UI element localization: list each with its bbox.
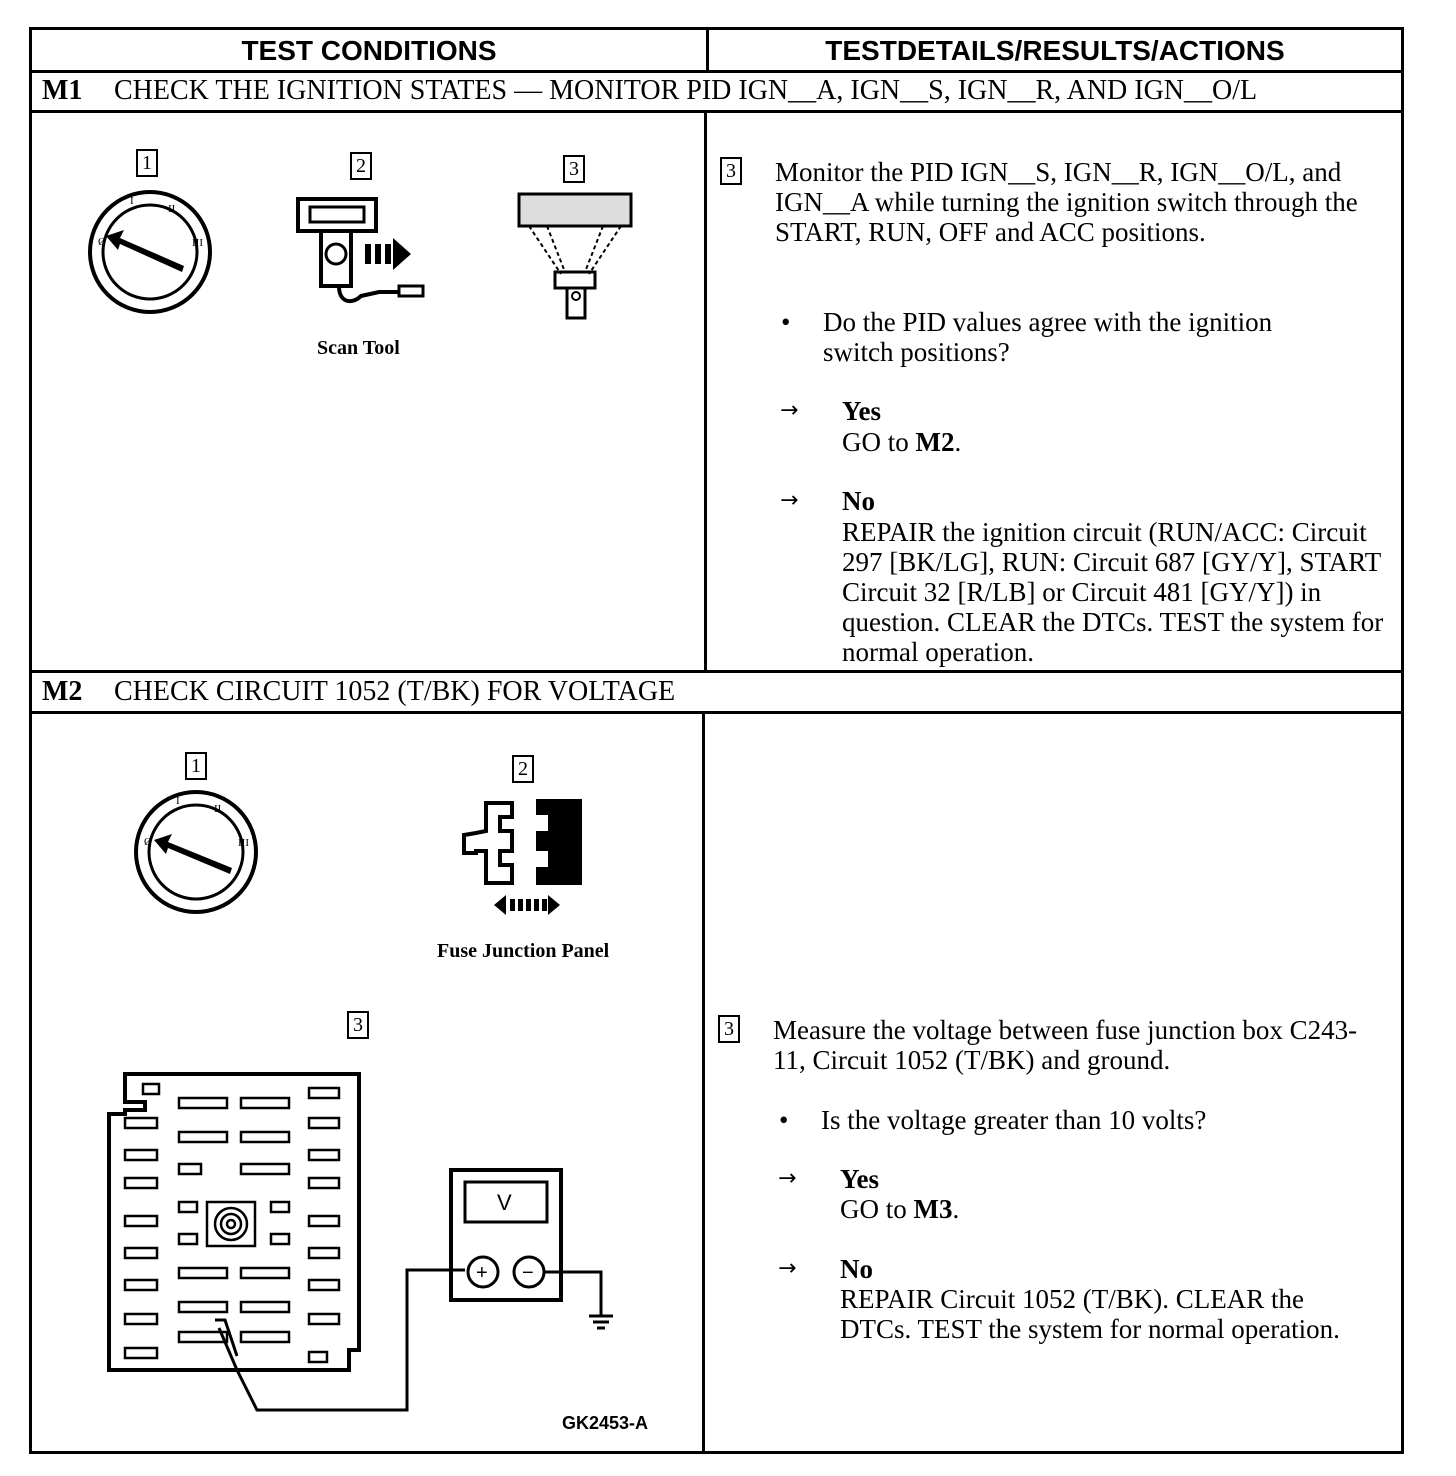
m2-yes-arrow-icon: → [778,1166,797,1191]
m2-no-arrow-icon: → [778,1256,797,1281]
voltmeter-plus-icon: + [476,1262,488,1284]
m2-connector-disconnect-icon [458,795,588,920]
m2-fuse-panel-voltmeter-diagram [105,1070,625,1420]
m2-action-step-box: 3 [718,1015,740,1043]
m1-yes-action-prefix: GO to [842,427,916,457]
m1-switch-mark-0: Ø [98,236,106,248]
m2-step-2-box: 2 [512,755,534,783]
m2-title: CHECK CIRCUIT 1052 (T/BK) FOR VOLTAGE [114,676,676,707]
m1-title: CHECK THE IGNITION STATES — MONITOR PID IGN__A, IGN__S, IGN__R, AND IGN__O/L [114,75,1258,106]
m2-no-action: REPAIR Circuit 1052 (T/BK). CLEAR the DTCs. TEST the system for normal operation. [840,1284,1340,1344]
m1-id: M1 [42,75,83,106]
m1-section-title [42,71,1257,111]
m2-switch-mark-0: Ø [144,836,152,848]
m2-instruction: Measure the voltage between fuse junction box C243-11, Circuit 1052 (T/BK) and ground. [773,1015,1358,1075]
column-divider-m1 [704,110,707,672]
m2-figure-id: GK2453-A [562,1413,649,1433]
m2-section-title [42,672,675,712]
m2-bullet: • [779,1105,789,1135]
m2-ignition-switch-icon [134,790,259,915]
m1-instruction: Monitor the PID IGN__S, IGN__R, IGN__O/L, and IGN__A while turning the ignition switch through the START, RUN, OFF and ACC positions. [775,157,1358,247]
m1-step-1-box: 1 [136,149,158,177]
m2-switch-mark-1: I [176,795,180,807]
m2-yes-action: GO to M3. [840,1194,960,1224]
m1-yes-arrow-icon: → [780,398,799,423]
voltmeter-display-v: V [497,1190,512,1215]
m2-yes-label: Yes [840,1164,879,1194]
m1-switch-mark-1: I [130,195,134,207]
m1-step-2-box: 2 [350,152,372,180]
m2-question: Is the voltage greater than 10 volts? [821,1105,1207,1135]
m2-step-3-box: 3 [347,1011,369,1039]
m1-no-action-prefix: REPAIR [842,517,936,547]
m2-step-1-box: 1 [185,752,207,780]
m1-display-icon [517,192,635,322]
m2-yes-action-target: M3 [913,1194,953,1224]
m2-id: M2 [42,676,83,707]
m1-no-label: No [842,486,875,516]
m2-no-label: No [840,1254,873,1284]
m1-switch-mark-3: III [192,237,203,249]
m1-bullet: • [781,307,791,337]
m2-yes-action-prefix: GO to [840,1194,914,1224]
m2-switch-mark-3: III [238,837,249,849]
m1-ignition-switch-icon [88,190,213,315]
m1-switch-mark-2: II [168,203,176,215]
m1-no-action [842,517,1392,667]
header-test-details: TESTDETAILS/RESULTS/ACTIONS [825,35,1285,66]
m1-yes-label: Yes [842,396,881,426]
m1-scan-tool-icon [295,196,430,311]
m1-step-3-box: 3 [563,155,585,183]
m2-switch-mark-2: II [214,803,222,815]
voltmeter-minus-icon: − [522,1262,534,1284]
m1-yes-action: GO to M2. [842,427,962,457]
column-divider-m2 [702,711,705,1454]
m1-no-arrow-icon: → [780,488,799,513]
m2-fuse-panel-caption: Fuse Junction Panel [437,940,610,962]
header-test-conditions: TEST CONDITIONS [241,35,497,66]
m1-yes-action-target: M2 [915,427,955,457]
m1-scan-tool-caption: Scan Tool [317,337,400,359]
m1-no-action-body: the ignition circuit (RUN/ACC: Circuit 297 [BK/LG], RUN: Circuit 687 [GY/Y], START Circuit 32 [R/LB] or Circuit 481 [GY/Y]) in question. CLEAR the DTCs. TEST the system for normal operation. [842,517,1384,667]
m1-question: Do the PID values agree with the ignition switch positions? [823,307,1273,367]
m1-action-step-box: 3 [720,157,742,185]
